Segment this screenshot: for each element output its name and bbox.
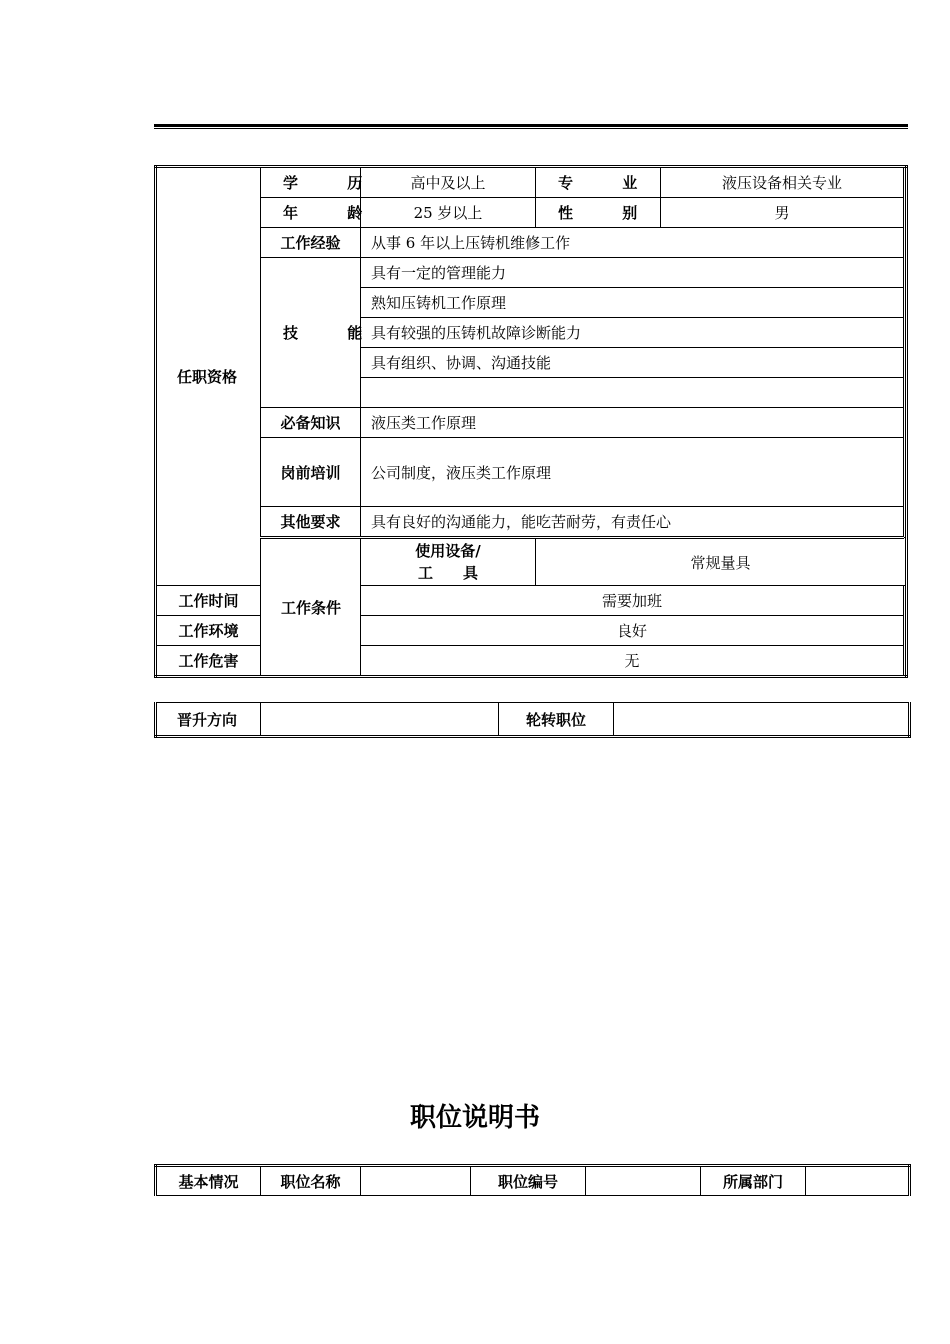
skill-item: 熟知压铸机工作原理 — [361, 288, 904, 318]
gender-value: 男 — [661, 198, 904, 228]
equipment-label-line1: 使用设备/ — [415, 542, 481, 560]
other-requirements-value: 具有良好的沟通能力，能吃苦耐劳，有责任心 — [361, 507, 904, 538]
rotation-label: 轮转职位 — [499, 703, 614, 737]
age-label: 年 龄 — [261, 198, 361, 228]
position-code-value — [586, 1166, 701, 1196]
other-requirements-label: 其他要求 — [261, 507, 361, 538]
work-time-label: 工作时间 — [156, 586, 261, 616]
equipment-label-line2: 工 具 — [417, 564, 478, 582]
experience-label: 工作经验 — [261, 228, 361, 258]
work-hazard-label: 工作危害 — [156, 646, 261, 677]
conditions-section-label: 工作条件 — [261, 538, 361, 677]
page-title: 职位说明书 — [409, 1103, 540, 1133]
position-name-label: 职位名称 — [261, 1166, 361, 1196]
position-name-value — [361, 1166, 471, 1196]
skill-item — [361, 378, 904, 408]
skill-item: 具有一定的管理能力 — [361, 258, 904, 288]
work-environment-label: 工作环境 — [156, 616, 261, 646]
department-value — [806, 1166, 910, 1196]
department-label: 所属部门 — [701, 1166, 806, 1196]
skills-label: 技 能 — [261, 258, 361, 408]
major-label: 专 业 — [536, 167, 661, 198]
work-environment-value: 良好 — [361, 616, 904, 646]
rotation-value — [614, 703, 910, 737]
equipment-value: 常规量具 — [536, 538, 907, 586]
education-label: 学 历 — [261, 167, 361, 198]
qualifications-section-label: 任职资格 — [156, 167, 261, 586]
work-time-value: 需要加班 — [361, 586, 904, 616]
age-value: 25 岁以上 — [361, 198, 536, 228]
experience-value: 从事 6 年以上压铸机维修工作 — [361, 228, 904, 258]
promotion-value — [261, 703, 499, 737]
header-rule — [154, 124, 908, 129]
equipment-label — [361, 538, 536, 586]
education-value: 高中及以上 — [361, 167, 536, 198]
knowledge-value: 液压类工作原理 — [361, 408, 904, 438]
basic-info-label: 基本情况 — [156, 1166, 261, 1196]
major-value: 液压设备相关专业 — [661, 167, 904, 198]
skill-item: 具有较强的压铸机故障诊断能力 — [361, 318, 904, 348]
skill-item: 具有组织、协调、沟通技能 — [361, 348, 904, 378]
qualifications-table — [154, 165, 908, 678]
promotion-label: 晋升方向 — [156, 703, 261, 737]
position-code-label: 职位编号 — [471, 1166, 586, 1196]
promotion-table — [154, 702, 911, 738]
training-value: 公司制度，液压类工作原理 — [361, 438, 904, 507]
gender-label: 性 别 — [536, 198, 661, 228]
training-label: 岗前培训 — [261, 438, 361, 507]
knowledge-label: 必备知识 — [261, 408, 361, 438]
work-hazard-value: 无 — [361, 646, 904, 677]
basic-info-table — [154, 1164, 911, 1196]
